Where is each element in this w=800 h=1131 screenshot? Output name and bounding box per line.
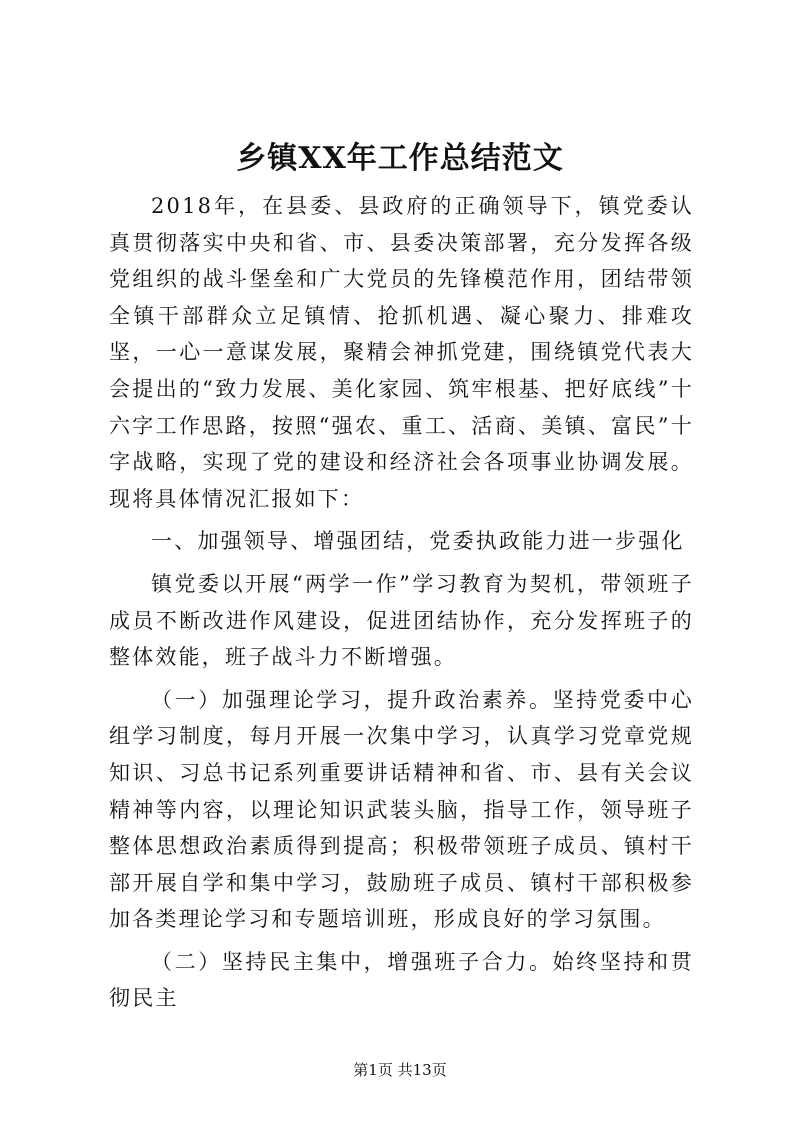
- paragraph-subsection-1: （一）加强理论学习，提升政治素养。坚持党委中心组学习制度，每月开展一次集中学习，认真学习党章党规知识、习总书记系列重要讲话精神和省、市、县有关会议精神等内容，以理论知识武装头脑，指导工作，领导班子整体思想政治素质得到提高；积极带领班子成员、镇村干部开展自学和集中学习，鼓励班子成员、镇村干部积极参加各类理论学习和专题培训班，形成良好的学习氛围。: [109, 687, 694, 932]
- document-title: 乡镇XX年工作总结范文: [236, 141, 564, 176]
- section-heading-1: 一、加强领导、增强团结，党委执政能力进一步强化: [151, 529, 685, 554]
- paragraph-subsection-2: （二）坚持民主集中，增强班子合力。始终坚持和贯彻民主: [109, 949, 694, 1011]
- page-number-footer: 第1页 共13页: [353, 1061, 447, 1079]
- paragraph-section-1-intro: 镇党委以开展“两学一作”学习教育为契机，带领班子成员不断改进作风建设，促进团结协作，充分发挥班子的整体效能，班子战斗力不断增强。: [109, 571, 694, 670]
- paragraph-intro: 2018年，在县委、县政府的正确领导下，镇党委认真贯彻落实中央和省、市、县委决策部署，充分发挥各级党组织的战斗堡垒和广大党员的先锋模范作用，团结带领全镇干部群众立足镇情、抢抓机遇、凝心聚力、排难攻坚，一心一意谋发展，聚精会神抓党建，围绕镇党代表大会提出的“致力发展、美化家园、筑牢根基、把好底线”十六字工作思路，按照“强农、重工、活商、美镇、富民”十字战略，实现了党的建设和经济社会各项事业协调发展。现将具体情况汇报如下：: [109, 194, 694, 511]
- document-body: [109, 188, 694, 1017]
